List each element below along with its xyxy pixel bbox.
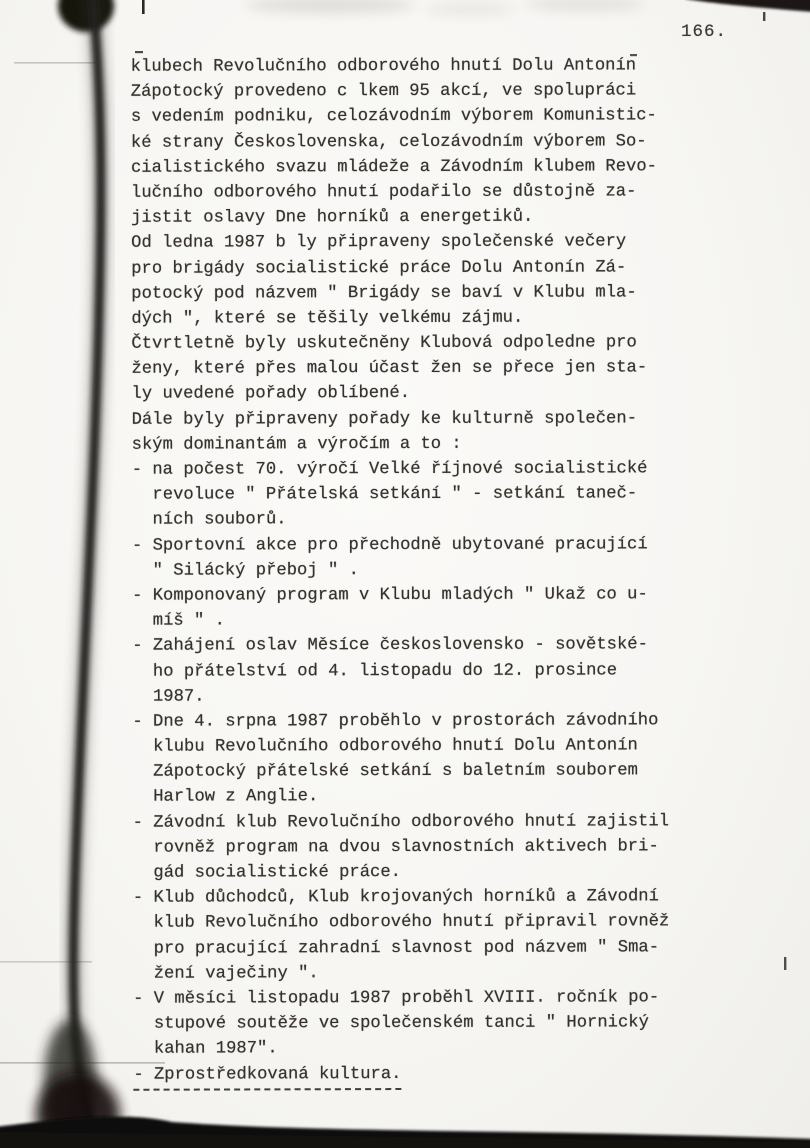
text-line: stupové soutěže ve společenském tanci " Hornický <box>133 1013 649 1034</box>
text-line: - Dne 4. srpna 1987 proběhlo v prostorách závodního <box>132 711 659 732</box>
text-line: ho přátelství od 4. listopadu do 12. prosince <box>132 660 618 682</box>
text-line: revoluce " Přátelská setkání " - setkání taneč- <box>131 484 638 505</box>
text-line: s vedením podniku, celozávodním výborem Komunistic- <box>130 106 657 128</box>
text-line: - Komponovaný program v Klubu mladých " Ukaž co u- <box>132 585 648 606</box>
left-binding-streak <box>36 0 120 1148</box>
text-line: Od ledna 1987 b ly připraveny společenské večery <box>131 232 627 254</box>
text-line: - Sportovní akce pro přechodně ubytované pracující <box>131 534 648 556</box>
text-line: žení vaječiny ". <box>133 963 319 984</box>
top-edge-smudges <box>245 0 645 15</box>
text-line: Harlow z Anglie. <box>132 787 319 808</box>
text-line: pro brigády socialistické práce Dolu Antonín Zá- <box>131 257 627 279</box>
text-line: gád socialistické práce. <box>132 863 401 883</box>
text-line: potocký pod názvem " Brigády se baví v Klubu mla- <box>131 283 637 304</box>
text-line: jistit oslavy Dne horníků a energetiků. <box>131 207 534 228</box>
top-right-scan-edge <box>686 0 810 12</box>
text-line: Zápotocký provedeno c lkem 95 akcí, ve spolupráci <box>130 81 637 102</box>
text-line: kahan 1987". <box>133 1039 278 1060</box>
text-line: - Zprostředkovaná kultura. <box>133 1062 401 1091</box>
text-line: - Závodní klub Revolučního odborového hnutí zajistil <box>132 811 670 833</box>
text-line: - na počest 70. výročí Velké říjnové socialistické <box>131 459 648 480</box>
text-line: dých ", které se těšily velkému zájmu. <box>131 308 524 329</box>
text-line: ským dominantám a výročím a to : <box>131 434 462 455</box>
text-line: ly uvedené pořady oblíbené. <box>131 384 411 405</box>
text-line: rovněž program na dvou slavnostních aktivech bri- <box>132 837 659 858</box>
text-line: ních souborů. <box>131 510 287 531</box>
text-line: " Silácký přeboj " . <box>131 560 359 581</box>
text-line: ké strany Československa, celozávodním výborem So- <box>130 131 647 153</box>
text-line: 1987. <box>132 687 205 707</box>
document-text-block <box>131 53 694 1090</box>
text-line: míš " . <box>132 611 225 631</box>
text-line: Čtvrtletně byly uskutečněny Klubová odpoledne pro <box>131 333 637 354</box>
text-line: Dále byly připraveny pořady ke kulturně společen- <box>131 409 638 430</box>
bottom-scan-band <box>0 1117 810 1148</box>
text-line: cialistického svazu mládeže a Závodním klubem Revo- <box>130 157 657 178</box>
text-line: lučního odborového hnutí podařilo se důstojně za- <box>130 182 637 203</box>
text-line: - Klub důchodců, Klub krojovaných horníků a Závodní <box>132 887 659 908</box>
text-line: Zápotocký přátelské setkání s baletním souborem <box>132 761 638 782</box>
text-line: klubu Revolučního odborového hnutí Dolu Antonín <box>132 736 638 757</box>
text-line: - Zahájení oslav Měsíce československo - sovětské- <box>132 635 648 657</box>
text-line: klub Revolučního odborového hnutí připravil rovněž <box>132 912 670 934</box>
text-line: ženy, které přes malou účast žen se přece jen sta- <box>131 358 648 379</box>
text-line: - V měsíci listopadu 1987 proběhl XVIII. ročník po- <box>133 988 660 1009</box>
text-line: klubech Revolučního odborového hnutí Dolu Antonín <box>130 56 637 77</box>
page-number: 166. <box>681 22 728 42</box>
text-line: pro pracující zahradní slavnost pod názvem " Sma- <box>132 937 660 959</box>
